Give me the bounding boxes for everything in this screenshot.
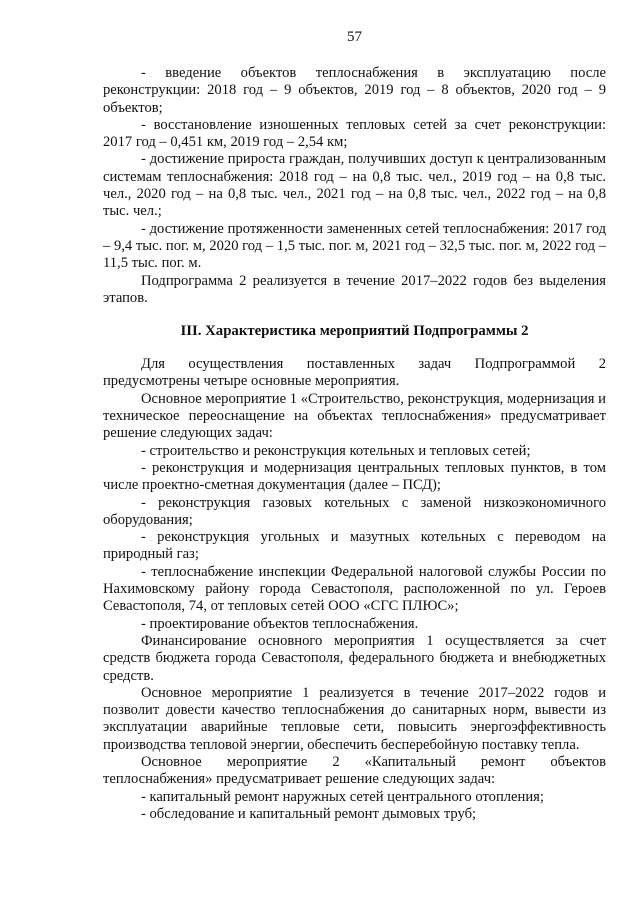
bullet-construction: - строительство и реконструкция котельных и тепловых сетей; — [141, 442, 531, 459]
paragraph-activity-1: Основное мероприятие 1 «Строительство, реконструкция, модернизация и техническое переоснащение на объектах теплоснабжения» предусматривает решение следующих задач: — [103, 390, 606, 442]
paragraph-activity-2: Основное мероприятие 2 «Капитальный ремонт объектов теплоснабжения» предусматривает решение следующих задач: — [103, 753, 606, 788]
bullet-replaced-networks: - достижение протяженности замененных сетей теплоснабжения: 2017 год – 9,4 тыс. пог. м, 2020 год – 1,5 тыс. пог. м, 2021 год – 32,5 тыс. пог. м, 2022 год – 11,5 тыс. пог. м. — [103, 220, 606, 272]
bullet-coal-boilers: - реконструкция угольных и мазутных котельных с переводом на природный газ; — [103, 529, 606, 563]
bullet-tax-inspection: - теплоснабжение инспекции Федеральной налоговой службы России по Нахимовскому району города Севастополя, расположенной по ул. Героев Севастополя, 74, от тепловых сетей ООО «СГС ПЛЮС»; — [103, 563, 606, 615]
paragraph-activity-1-term: Основное мероприятие 1 реализуется в течение 2017–2022 годов и позволит довести качество теплоснабжения до санитарных норм, вывести из эксплуатации аварийные тепловые сети, повысить энергоэффективность производства тепловой энергии, обеспечить бесперебойную поставку тепла. — [103, 684, 606, 753]
paragraph-financing: Финансирование основного мероприятия 1 осуществляется за счет средств бюджета города Севастополя, федерального бюджета и внебюджетных средств. — [103, 632, 606, 684]
bullet-gas-boilers: - реконструкция газовых котельных с заменой низкоэкономичного оборудования; — [103, 494, 606, 528]
bullet-commissioning: - введение объектов теплоснабжения в эксплуатацию после реконструкции: 2018 год – 9 объектов, 2019 год – 8 объектов, 2020 год – 9 объектов; — [103, 65, 606, 116]
bullet-chimney-repair: - обследование и капитальный ремонт дымовых труб; — [141, 805, 477, 822]
bullet-citizens-access: - достижение прироста граждан, получивших доступ к централизованным системам теплоснабжения: 2018 год – на 0,8 тыс. чел., 2019 год – на 0,8 тыс. чел., 2020 год – на 0,8 тыс. чел., 2021 год – на 0,8 тыс. чел., 2022 год – на 0,8 тыс. чел.; — [103, 151, 606, 220]
paragraph-four-activities: Для осуществления поставленных задач Подпрограммой 2 предусмотрены четыре основные мероприятия. — [103, 356, 606, 390]
bullet-capital-repair-networks: - капитальный ремонт наружных сетей центрального отопления; — [141, 788, 544, 805]
bullet-design: - проектирование объектов теплоснабжения. — [141, 615, 419, 632]
page-number: 57 — [347, 29, 362, 45]
bullet-network-restoration: - восстановление изношенных тепловых сетей за счет реконструкции: 2017 год – 0,451 км, 2019 год – 2,54 км; — [103, 116, 606, 151]
section-heading: III. Характеристика мероприятий Подпрограммы 2 — [180, 323, 529, 340]
paragraph-subprogram-term: Подпрограмма 2 реализуется в течение 2017–2022 годов без выделения этапов. — [103, 272, 606, 306]
document-body — [103, 65, 606, 823]
bullet-heat-points: - реконструкция и модернизация центральных тепловых пунктов, в том числе проектно-сметная документация (далее – ПСД); — [103, 459, 606, 494]
